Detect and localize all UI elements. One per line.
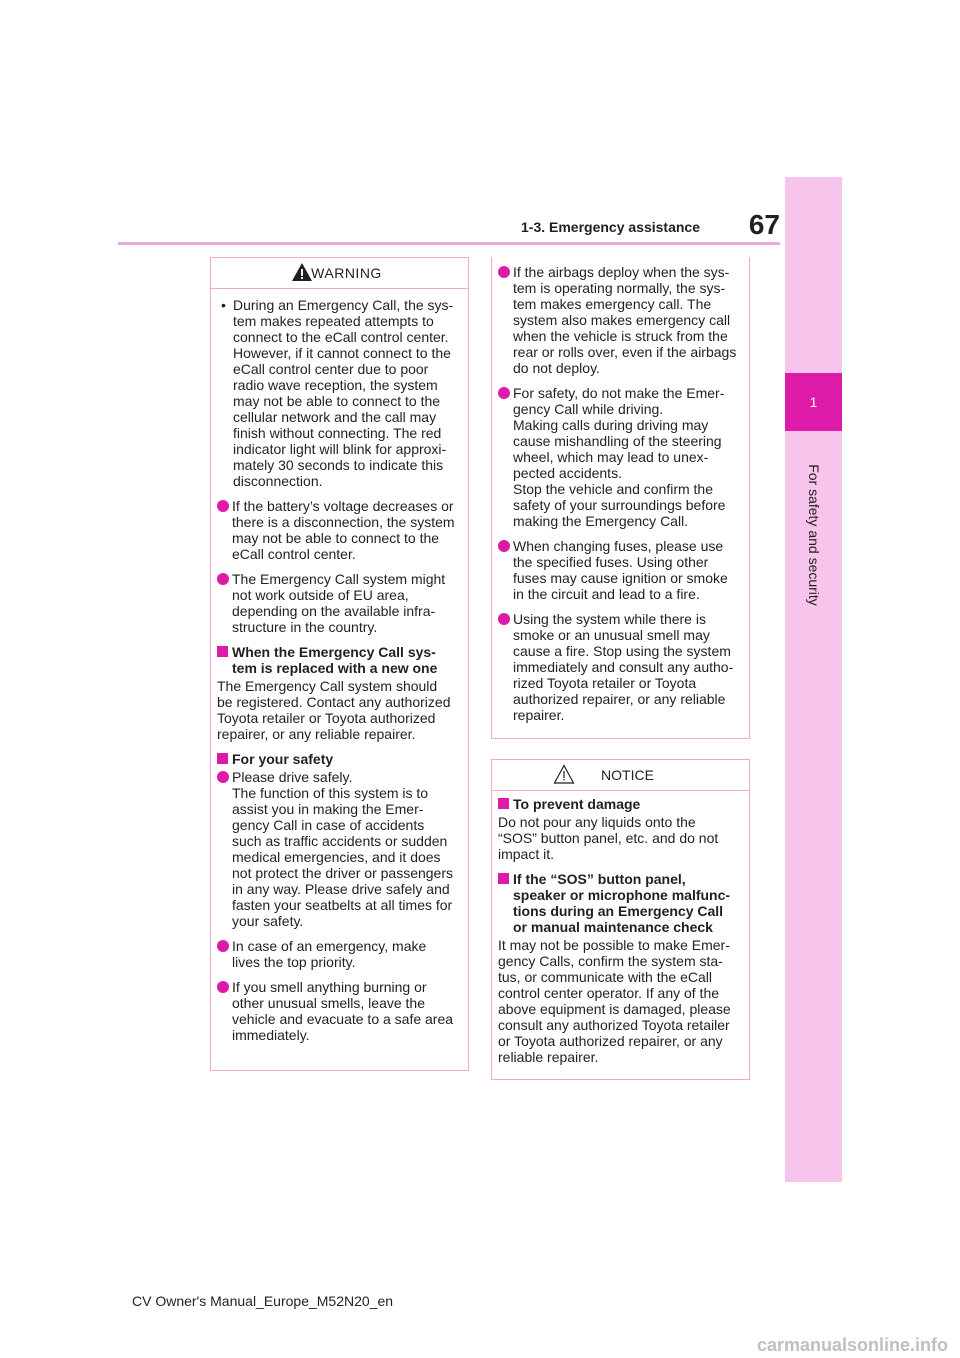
notice-subheading-text: If the “SOS” button panel, speaker or microphone malfunc- tions during an Emergency Call or manual maintenance check — [513, 871, 731, 935]
warning-dash-item — [217, 297, 462, 489]
notice-subheading-text: To prevent damage — [513, 796, 641, 812]
notice-title: NOTICE — [601, 767, 654, 783]
bullet-dot-icon — [498, 266, 510, 278]
warning-paragraph: The Emergency Call system should be registered. Contact any authorized Toyota retailer or Toyota authorized repairer, or any reliable repairer. — [217, 678, 451, 742]
dash-bullet-mark: • — [221, 297, 226, 313]
warning-subheading — [217, 751, 462, 767]
warning-bullet — [217, 498, 462, 562]
side-tab-label-text: For safety and security — [806, 464, 822, 606]
bullet-dot-icon — [217, 771, 229, 783]
bullet-dot-icon — [217, 940, 229, 952]
notice-subheading — [498, 796, 743, 812]
warning-bullet-text: The Emergency Call system might not work outside of EU area, depending on the available infra- structure in the country. — [232, 571, 446, 635]
side-tab-band — [785, 177, 842, 1182]
warning-continued-box — [491, 257, 750, 739]
watermark: carmanualsonline.info — [756, 1335, 948, 1355]
warning-bullet — [217, 979, 462, 1043]
warning-bullet — [498, 611, 743, 723]
warning-bullet-text: If the airbags deploy when the sys- tem is operating normally, the sys- tem makes emergency call. The system also makes emergency call when the vehicle is struck from the rear or rolls over, even if the airbags do not deploy. — [513, 264, 737, 376]
warning-bullet-text: If you smell anything burning or other unusual smells, leave the vehicle and evacuate to a safe area immediately. — [232, 979, 454, 1043]
square-bullet-icon — [498, 798, 509, 809]
warning-bullet-text: If the battery’s voltage decreases or there is a disconnection, the system may not be able to connect to the eCall control center. — [232, 498, 455, 562]
bullet-dot-icon — [217, 981, 229, 993]
bullet-dot-icon — [217, 573, 229, 585]
square-bullet-icon — [498, 873, 509, 884]
section-title: 1-3. Emergency assistance — [521, 219, 700, 235]
warning-bullet-text: Please drive safely. The function of this system is to assist you in making the Emer- gency Call in case of accidents such as traffic accidents or sudden medical emergencies, and it does not protect the driver or passengers in any way. Please drive safely and fasten your seatbelts at all times for your safety. — [232, 769, 454, 929]
notice-box-header — [492, 760, 749, 791]
warning-bullet — [498, 538, 743, 602]
warning-bullet-text: When changing fuses, please use the specified fuses. Using other fuses may cause ignition or smoke in the circuit and lead to a fire. — [513, 538, 728, 602]
square-bullet-icon — [217, 753, 228, 764]
warning-bullet-text: Using the system while there is smoke or an unusual smell may cause a fire. Stop using the system immediately and consult any autho- rized Toyota retailer or Toyota authorized repairer, or any reliable repairer. — [513, 611, 734, 723]
warning-bullet — [217, 938, 462, 970]
side-tab-number: 1 — [785, 373, 842, 431]
square-bullet-icon — [217, 646, 228, 657]
page-number: 67 — [748, 209, 780, 240]
warning-subheading — [217, 644, 462, 676]
notice-box — [491, 759, 750, 1080]
notice-paragraph: Do not pour any liquids onto the “SOS” button panel, etc. and do not impact it. — [498, 814, 719, 862]
warning-bullet — [498, 264, 743, 376]
warning-bullet — [217, 571, 462, 635]
side-tab-label — [786, 440, 842, 630]
warning-bullet — [217, 769, 462, 929]
footer-manual-name: CV Owner's Manual_Europe_M52N20_en — [132, 1293, 394, 1309]
warning-bullet-text: For safety, do not make the Emer- gency Call while driving. Making calls during driving may cause mishandling of the steering wheel, which may lead to unex- pected accidents. Stop the vehicle and confirm the safety of your surroundings before making the Emergency Call. — [513, 385, 726, 529]
bullet-dot-icon — [217, 500, 229, 512]
warning-box-header — [211, 258, 468, 289]
warning-subheading-text: When the Emergency Call sys- tem is replaced with a new one — [232, 644, 438, 676]
warning-title: WARNING — [311, 265, 382, 281]
bullet-dot-icon — [498, 613, 510, 625]
notice-subheading — [498, 871, 743, 935]
warning-box — [210, 257, 469, 1071]
warning-bullet — [498, 385, 743, 529]
warning-bullet-text: In case of an emergency, make lives the top priority. — [232, 938, 427, 970]
notice-paragraph: It may not be possible to make Emer- gency Calls, confirm the system sta- tus, or communicate with the eCall control center operator. If any of the above equipment is damaged, please consult any authorized Toyota retailer or Toyota authorized repairer, or any reliable repairer. — [498, 937, 731, 1065]
bullet-dot-icon — [498, 387, 510, 399]
warning-subheading-text: For your safety — [232, 751, 334, 767]
header-rule — [118, 242, 780, 245]
bullet-dot-icon — [498, 540, 510, 552]
warning-dash-text: During an Emergency Call, the sys- tem makes repeated attempts to connect to the eCall control center. However, if it cannot connect to the eCall control center due to poor radio wave reception, the system may not be able to connect to the cellular network and the call may finish without connecting. The red indicator light will blink for approxi- mately 30 seconds to indicate this disconnection. — [233, 297, 454, 489]
